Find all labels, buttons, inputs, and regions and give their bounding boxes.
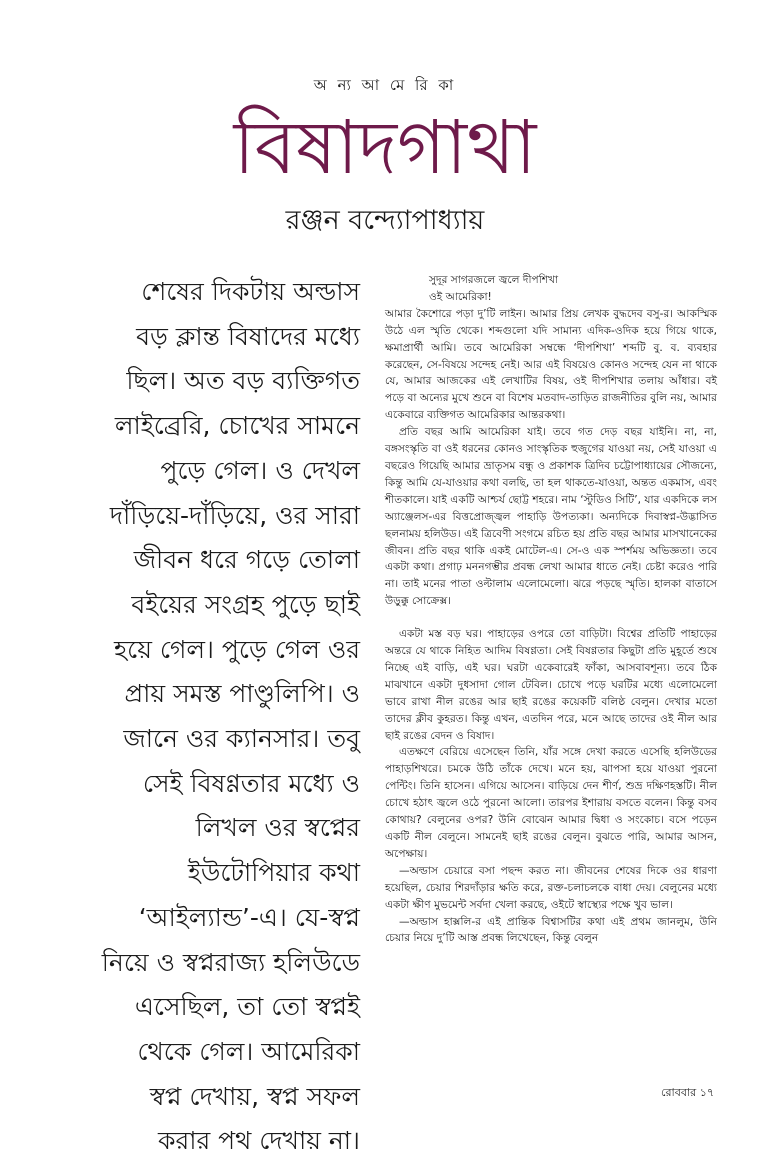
body-paragraph: প্রতি বছর আমি আমেরিকা যাই। তবে গত দেড় বছর যাইনি। না, না, বঙ্গসংস্কৃতি বা ওই ধরনের কোনও সাংস্কৃতিক হুজুগের যাওয়া নয়, সেই যাওয়া এ বছরেও গিয়েছি আমার ভ্রাতৃসম বন্ধু ও প্রকাশক ত্রিদিব চট্টোপাধ্যায়ের সৌজন্যে, কিন্তু আমি যে-যাওয়ার কথা বলছি, তা হল থাকতে-যাওয়া, অন্তত একমাস, এবং শীতকালে। যাই একটি আশ্চর্য ছোট্ট শহরে। নাম ‘স্টুডিও সিটি’, যার একদিকে লস অ্যাঞ্জেলস-এর বিত্তপ্রোজ্জ্বল পাহাড়ি উপত্যকা। অন্যদিকে দিবাস্বপ্ন-উদ্ভাসিত ছলনাময় হলিউড। এই ত্রিবেণী সংগমে রচিত হয় প্রতি বছর আমার মাসখানেকের জীবন। প্রতি বছর থাকি একই মোটেল-এ। সে-ও এক স্পর্শময় অভিজ্ঞতা। তবে একটা কথা। প্রগাঢ় মননগম্ভীর প্রবন্ধ লেখা আমার ধাতে নেই। চেষ্টা করেও পারি না। তাই মনের পাতা ওল্টালাম এলোমেলো। ঝরে পড়ছে স্মৃতি। হালকা বাতাসে উড়ুক্কু সোক্রেক্স। [385, 426, 717, 608]
lead-line: স্বপ্ন দেখায়, স্বপ্ন সফল [149, 1081, 360, 1111]
body-paragraph: —অল্ডাস চেয়ারে বসা পছন্দ করত না। জীবনের শেষের দিকে ওর ধারণা হয়েছিল, চেয়ার শিরদাঁড়ার ক্ষতি করে, রক্ত-চলাচলকে বাধা দেয়। বেলুনের মধ্যে একটা ক্ষীণ মুভমেন্ট সর্বদা খেলা করছে, ওইটে স্বাস্থ্যের পক্ষে খুব ভাল। [385, 864, 717, 911]
lead-line: ইউটোপিয়ার কথা [187, 858, 360, 888]
lead-line: হয়ে গেল। পুড়ে গেল ওর [114, 634, 360, 664]
lead-line: সেই বিষণ্ণতার মধ্যে ও [142, 768, 360, 798]
lead-line: প্রায় সমস্ত পাণ্ডুলিপি। ও [124, 679, 360, 709]
verse-quote [385, 272, 717, 306]
article-title: বিষাদগাথা [233, 105, 537, 191]
body-paragraph: —অল্ডাস হাক্সলি-র এই প্রান্তিক বিশ্বাসটির কথা এই প্রথম জানলুম, উনি চেয়ার নিয়ে দু’টি আস্ত প্রবন্ধ লিখেছেন, কিন্তু বেলুন [385, 915, 717, 945]
lead-line: জীবন ধরে গড়ে তোলা [133, 545, 360, 575]
body-paragraph: এতক্ষণে বেরিয়ে এসেছেন তিনি, যাঁর সঙ্গে দেখা করতে এসেছি হলিউডের পাহাড়শিখরে। চমকে উঠি তাঁকে দেখে। মনে হয়, ঝাপসা হয়ে যাওয়া পুরনো পেন্টিং। তিনি হাসেন। এগিয়ে আসেন। বাড়িয়ে দেন শীর্ণ, শুভ্র দক্ষিণহস্তটি। নীল চোখে হঠাৎ জ্বলে ওঠে পুরনো আলো। তারপর ইশারায় বসতে বলেন। কিন্তু বসব কোথায়? বেলুনের ওপর? উনি বোঝেন আমার দ্বিধা ও সংকোচ। বসে পড়েন একটি নীল বেলুনে। সামনেই ছাই রঙের বেলুন। বুঝতে পারি, আমার আসন, অপেক্ষায়। [385, 746, 717, 860]
body-paragraph: আমার কৈশোরে পড়া দু’টি লাইন। আমার প্রিয় লেখক বুদ্ধদেব বসু-র। আকস্মিক উঠে এল স্মৃতি থেকে। শব্দগুলো যদি সামান্য এদিক-ওদিক হয়ে গিয়ে থাকে, ক্ষমাপ্রার্থী আমি। তবে আমেরিকা সম্বন্ধে ‘দীপশিখা’ শব্দটি বু. ব. ব্যবহার করেছেন, সে-বিষয়ে সন্দেহ নেই। আর এই বিষয়েও কোনও সন্দেহ যেন না থাকে যে, আমার আজকের এই লেখাটির বিষয়, ওই দীপশিখার তলায় আঁধার। বই পড়ে বা অন্যের মুখে শুনে বা বিশেষ মতবাদ-তাড়িত রাজনীতির বুলি নয়, আমার একেবারে ব্যক্তিগত আমেরিকার আন্তরকথা। [385, 307, 717, 422]
lead-line: শেষের দিকটায় অল্ডাস [141, 277, 360, 306]
lead-line: ছিল। অত বড় ব্যক্তিগত [126, 366, 360, 396]
verse-line: সুদূর সাগরজলে জ্বলে দীপশিখা [429, 274, 559, 286]
lead-line: এসেছিল, তা তো স্বপ্নই [134, 992, 360, 1022]
lead-line: দাঁড়িয়ে-দাঁড়িয়ে, ওর সারা [109, 500, 360, 530]
page-footer: রোববার ১৭ [661, 1086, 714, 1099]
lead-line: জানে ওর ক্যানসার। তবু [123, 724, 360, 754]
lead-line: লাইব্রেরি, চোখের সামনে [114, 411, 360, 441]
series-label: অ ন্য আ মে রি কা [313, 76, 457, 94]
author-name: রঞ্জন বন্দ্যোপাধ্যায় [285, 205, 485, 236]
lead-line: থেকে গেল। আমেরিকা [137, 1036, 360, 1066]
lead-line: পুড়ে গেল। ও দেখল [160, 455, 360, 485]
lead-line: ‘আইল্যান্ড’-এ। যে-স্বপ্ন [138, 902, 360, 932]
body-paragraph: একটা মস্ত বড় ঘর। পাহাড়ের ওপরে তো বাড়িটা। বিশ্বের প্রতিটি পাহাড়ের অন্তরে যে থাকে নিহিত আদিম বিষণ্ণতা। সেই বিষণ্ণতার কিছুটা প্রতি মুহূর্তে শুষে নিচ্ছে এই বাড়ি, এই ঘর। ঘরটা একেবারেই ফাঁকা, আসবাবশূন্য। তবে ঠিক মাঝখানে একটা দুধসাদা গোল টেবিল। চোখে পড়ে ঘরটির মধ্যে এলোমেলো ভাবে রাখা নীল রঙের আর ছাই রঙের কয়েকটি বলিষ্ঠ বেলুন। দেখার মতো তাদের ক্লীব কুহরত। কিন্তু এখন, এতদিন পরে, মনে আছে তাদের ওই নীল আর ছাই রঙের বেদন ও বিষাদ। [385, 628, 717, 742]
lead-line: বইয়ের সংগ্রহ পুড়ে ছাই [131, 589, 360, 619]
lead-line: লিখল ওর স্বপ্নের [195, 813, 360, 843]
lead-line: করার পথ দেখায় না। [157, 1126, 360, 1156]
lead-line: নিয়ে ও স্বপ্নরাজ্য হলিউডে [101, 947, 360, 977]
lead-line: বড় ক্লান্ত বিষাদের মধ্যে [136, 321, 360, 351]
body-column [385, 272, 717, 947]
verse-line: ওই আমেরিকা! [429, 290, 492, 303]
lead-pull-text [62, 270, 360, 1164]
